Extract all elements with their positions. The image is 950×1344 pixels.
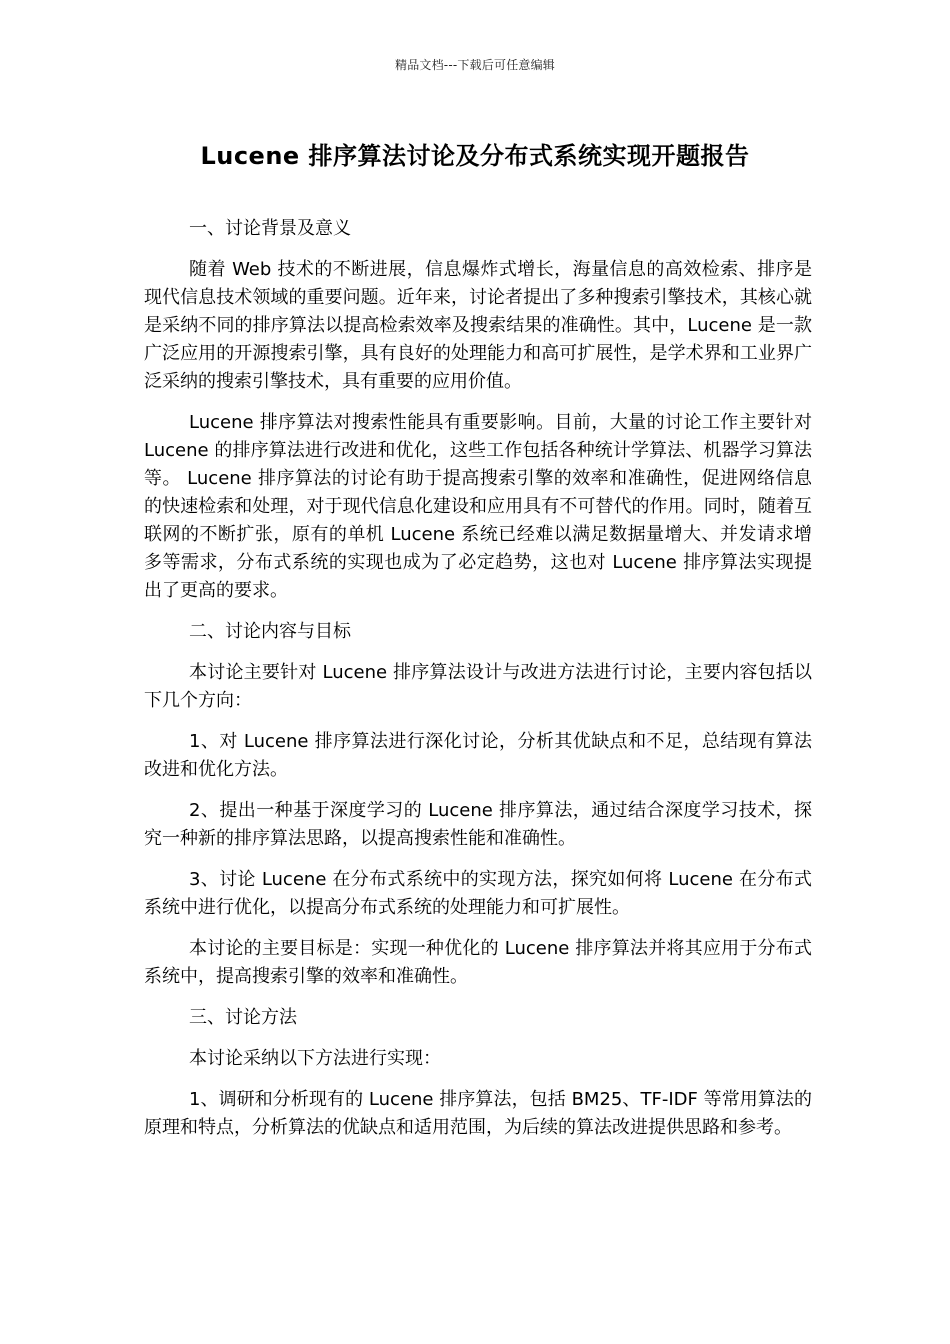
section-heading-methods: 三、讨论方法 [189,1007,297,1028]
paragraph-methods-intro: 本讨论采纳以下方法进行实现： [189,1048,441,1069]
document-body [144,215,812,1155]
paragraph-content-intro: 本讨论主要针对 Lucene 排序算法设计与改进方法进行讨论，主要内容包括以下几个方向： [144,662,812,711]
paragraph-background-2: Lucene 排序算法对搜索性能具有重要影响。目前，大量的讨论工作主要针对 Lucene 的排序算法进行改进和优化，这些工作包括各种统计学算法、机器学习算法等。 Lucene 排序算法的讨论有助于提高搜索引擎的效率和准确性，促进网络信息的快速检索和处理，对于现代信息化建设和应用具有不可替代的作用。同时，随着互联网的不断扩张，原有的单机 Lucene 系统已经难以满足数据量增大、并发请求增多等需求，分布式系统的实现也成为了必定趋势，这也对 Lucene 排序算法实现提出了更高的要求。 [144,412,812,601]
header-note: 精品文档---下载后可任意编辑 [395,58,555,72]
section-heading-content-goals: 二、讨论内容与目标 [189,621,351,642]
list-item-content-2: 2、提出一种基于深度学习的 Lucene 排序算法，通过结合深度学习技术，探究一种新的排序算法思路，以提高搜索性能和准确性。 [144,800,812,849]
section-heading-background: 一、讨论背景及意义 [189,218,351,239]
paragraph-goal: 本讨论的主要目标是：实现一种优化的 Lucene 排序算法并将其应用于分布式系统中，提高搜索引擎的效率和准确性。 [144,938,812,987]
paragraph-background-1: 随着 Web 技术的不断进展，信息爆炸式增长，海量信息的高效检索、排序是现代信息技术领域的重要问题。近年来，讨论者提出了多种搜索引擎技术，其核心就是采纳不同的排序算法以提高检索效率及搜索结果的准确性。其中，Lucene 是一款广泛应用的开源搜索引擎，具有良好的处理能力和高可扩展性，是学术界和工业界广泛采纳的搜索引擎技术，具有重要的应用价值。 [144,259,812,392]
list-item-content-3: 3、讨论 Lucene 在分布式系统中的实现方法，探究如何将 Lucene 在分布式系统中进行优化，以提高分布式系统的处理能力和可扩展性。 [144,869,812,918]
list-item-content-1: 1、对 Lucene 排序算法进行深化讨论，分析其优缺点和不足，总结现有算法改进和优化方法。 [144,731,812,780]
list-item-methods-1: 1、调研和分析现有的 Lucene 排序算法，包括 BM25、TF-IDF 等常用算法的原理和特点，分析算法的优缺点和适用范围，为后续的算法改进提供思路和参考。 [144,1089,812,1138]
document-title: Lucene 排序算法讨论及分布式系统实现开题报告 [200,142,750,170]
